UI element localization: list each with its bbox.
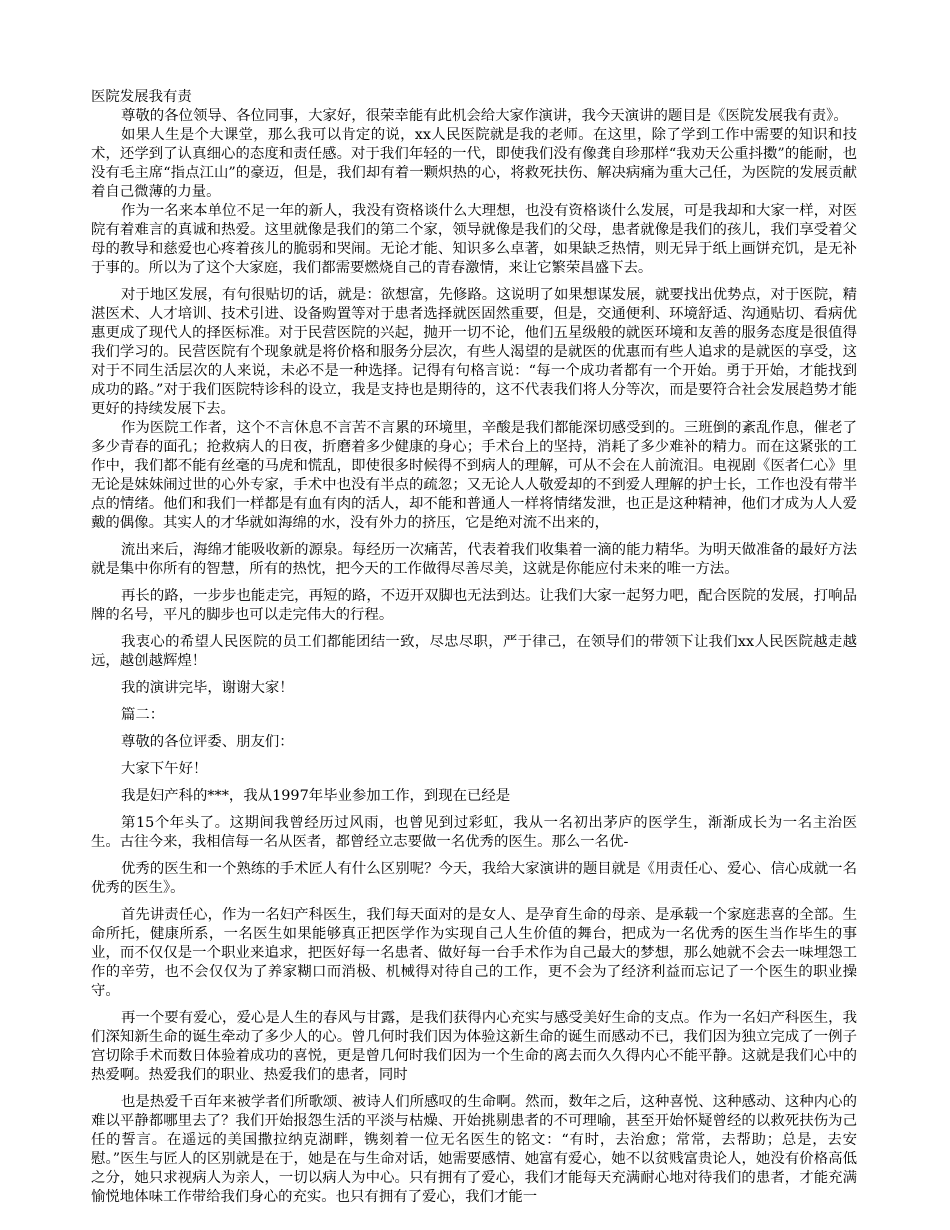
paragraph: 如果人生是个大课堂，那么我可以肯定的说，xx人民医院就是我的老师。在这里，除了学到工作中需要的知识和技术，还学到了认真细心的态度和责任感。对于我们年轻的一代，即使我们没有像龚自珍那样“我劝天公重抖擞”的能耐，也没有毛主席“指点江山”的豪迈，但是，我们却有着一颗炽热的心，将救死扶伤、解决病痛为重大己任，为医院的发展贡献着自己微薄的力量。 [91,127,857,200]
paragraph: 再一个要有爱心，爱心是人生的春风与甘露，是我们获得内心充实与感受美好生命的支点。作为一名妇产科医生，我们深知新生命的诞生牵动了多少人的心。曾几何时我们因为体验这新生命的诞生而感动不已，我们因为独立完成了一例子宫切除手术而数日体验着成功的喜悦，更是曾几何时我们因为一个生命的离去而久久得内心不能平静。这就是我们心中的热爱啊。热爱我们的职业、热爱我们的患者，同时 [91,1010,857,1083]
paragraph: 大家下午好！ [121,761,208,777]
document-body [91,107,857,1207]
paragraph: 也是热爱千百年来被学者们所歌颂、被诗人们所感叹的生命啊。然而，数年之后，这种喜悦、这种感动、这种内心的难以平静都哪里去了？我们开始报怨生活的平淡与枯燥、开始挑剔患者的不可理喻，甚至开始怀疑曾经的以救死扶伤为己任的誓言。在遥远的美国撒拉纳克湖畔，镌刻着一位无名医生的铭文：“有时，去治愈；常常，去帮助；总是，去安慰。”医生与匠人的区别就是在于，她是在与生命对话，她需要感情、她富有爱心，她不以贫贱富贵论人，她没有价格高低之分，她只求视病人为亲人，一切以病人为中心。只有拥有了爱心，我们才能每天充满耐心地对待我们的患者，才能充满愉悦地体味工作带给我们身心的充实。也只有拥有了爱心，我们才能一 [91,1094,857,1205]
paragraph: 作为一名来本单位不足一年的新人，我没有资格谈什么大理想，也没有资格谈什么发展，可是我却和大家一样，对医院有着难言的真诚和热爱。这里就像是我们的第二个家，领导就像是我们的父母，患者就像是我们的孩儿，我们享受着父母的教导和慈爱也心疼着孩儿的脆弱和哭闹。无论才能、知识多么卓著，如果缺乏热情，则无异于纸上画饼充饥，是无补于事的。所以为了这个大家庭，我们都需要燃烧自己的青春激情，来让它繁荣昌盛下去。 [91,203,857,276]
paragraph: 我是妇产科的***，我从1997年毕业参加工作，到现在已经是 [121,788,511,804]
paragraph: 我衷心的希望人民医院的员工们都能团结一致，尽忠尽职，严于律己，在领导们的带领下让我们xx人民医院越走越远，越创越辉煌！ [91,634,857,669]
paragraph: 尊敬的各位评委、朋友们： [121,734,294,750]
paragraph: 我的演讲完毕，谢谢大家！ [121,680,294,696]
paragraph: 优秀的医生和一个熟练的手术匠人有什么区别呢？今天，我给大家演讲的题目就是《用责任心、爱心、信心成就一名优秀的医生》。 [91,861,857,896]
paragraph: 篇二： [121,707,165,723]
paragraph: 尊敬的各位领导、各位同事，大家好，很荣幸能有此机会给大家作演讲，我今天演讲的题目是《医院发展我有责》。 [121,108,848,124]
paragraph: 流出来后，海绵才能吸收新的源泉。每经历一次痛苦，代表着我们收集着一滴的能力精华。为明天做准备的最好方法就是集中你所有的智慧，所有的热忱，把今天的工作做得尽善尽美，这就是你能应付未来的唯一方法。 [91,542,857,577]
paragraph: 作为医院工作者，这个不言休息不言苦不言累的环境里，辛酸是我们都能深切感受到的。三班倒的紊乱作息，催老了多少青春的面孔；抢救病人的日夜，折磨着多少健康的身心；手术台上的坚持，消耗了多少难补的精力。而在这紧张的工作中，我们都不能有丝毫的马虎和慌乱，即使很多时候得不到病人的理解，可从不会在人前流泪。电视剧《医者仁心》里无论是妹妹闹过世的心外专家，手术中也没有半点的疏忽；又无论人人敬爱却的不到爱人理解的护士长，工作也没有带半点的情绪。他们和我们一样都是有血有肉的活人，却不能和普通人一样将情绪发泄，也正是这种精神，他们才成为人人爱戴的偶像。其实人的才华就如海绵的水，没有外力的挤压，它是绝对流不出来的， [91,420,857,531]
paragraph: 对于地区发展，有句很贴切的话，就是：欲想富，先修路。这说明了如果想谋发展，就要找出优势点，对于医院，精湛医术、人才培训、技术引进、设备购置等对于患者选择就医固然重要，但是，交通便利、环境舒适、沟通贴切、看病优惠更成了现代人的择医标准。对于民营医院的兴起，抛开一切不论，他们五星级般的就医环境和友善的服务态度是很值得我们学习的。民营医院有个现象就是将价格和服务分层次，有些人渴望的是就医的优惠而有些人追求的是就医的享受，这对于不同生活层次的人来说，未必不是一种选择。记得有句格言说：“每一个成功者都有一个开始。勇于开始，才能找到成功的路。”对于我们医院特诊科的设立，我是支持也是期待的，这不代表我们将人分等次，而是要符合社会发展趋势才能更好的持续发展下去。 [91,287,857,417]
paragraph: 首先讲责任心，作为一名妇产科医生，我们每天面对的是女人、是孕育生命的母亲、是承载一个家庭悲喜的全部。生命所托，健康所系，一名医生如果能够真正把医学作为实现自己人生价值的舞台，把成为一名优秀的医生当作毕生的事业，而不仅仅是一个职业来追求，把医好每一名患者、做好每一台手术作为自己最大的梦想，那么她就不会去一味埋怨工作的辛劳，也不会仅仅为了养家糊口而消极、机械得对待自己的工作，更不会为了经济利益而忘记了一个医生的职业操守。 [91,907,857,999]
document-title: 医院发展我有责 [91,89,192,105]
paragraph: 再长的路，一步步也能走完，再短的路，不迈开双脚也无法到达。让我们大家一起努力吧，配合医院的发展，打响品牌的名号，平凡的脚步也可以走完伟大的行程。 [91,588,857,623]
paragraph: 第15个年头了。这期间我曾经历过风雨，也曾见到过彩虹，我从一名初出茅庐的医学生，渐渐成长为一名主治医生。古往今来，我相信每一名从医者，都曾经立志要做一名优秀的医生。那么一名优- [91,815,857,850]
